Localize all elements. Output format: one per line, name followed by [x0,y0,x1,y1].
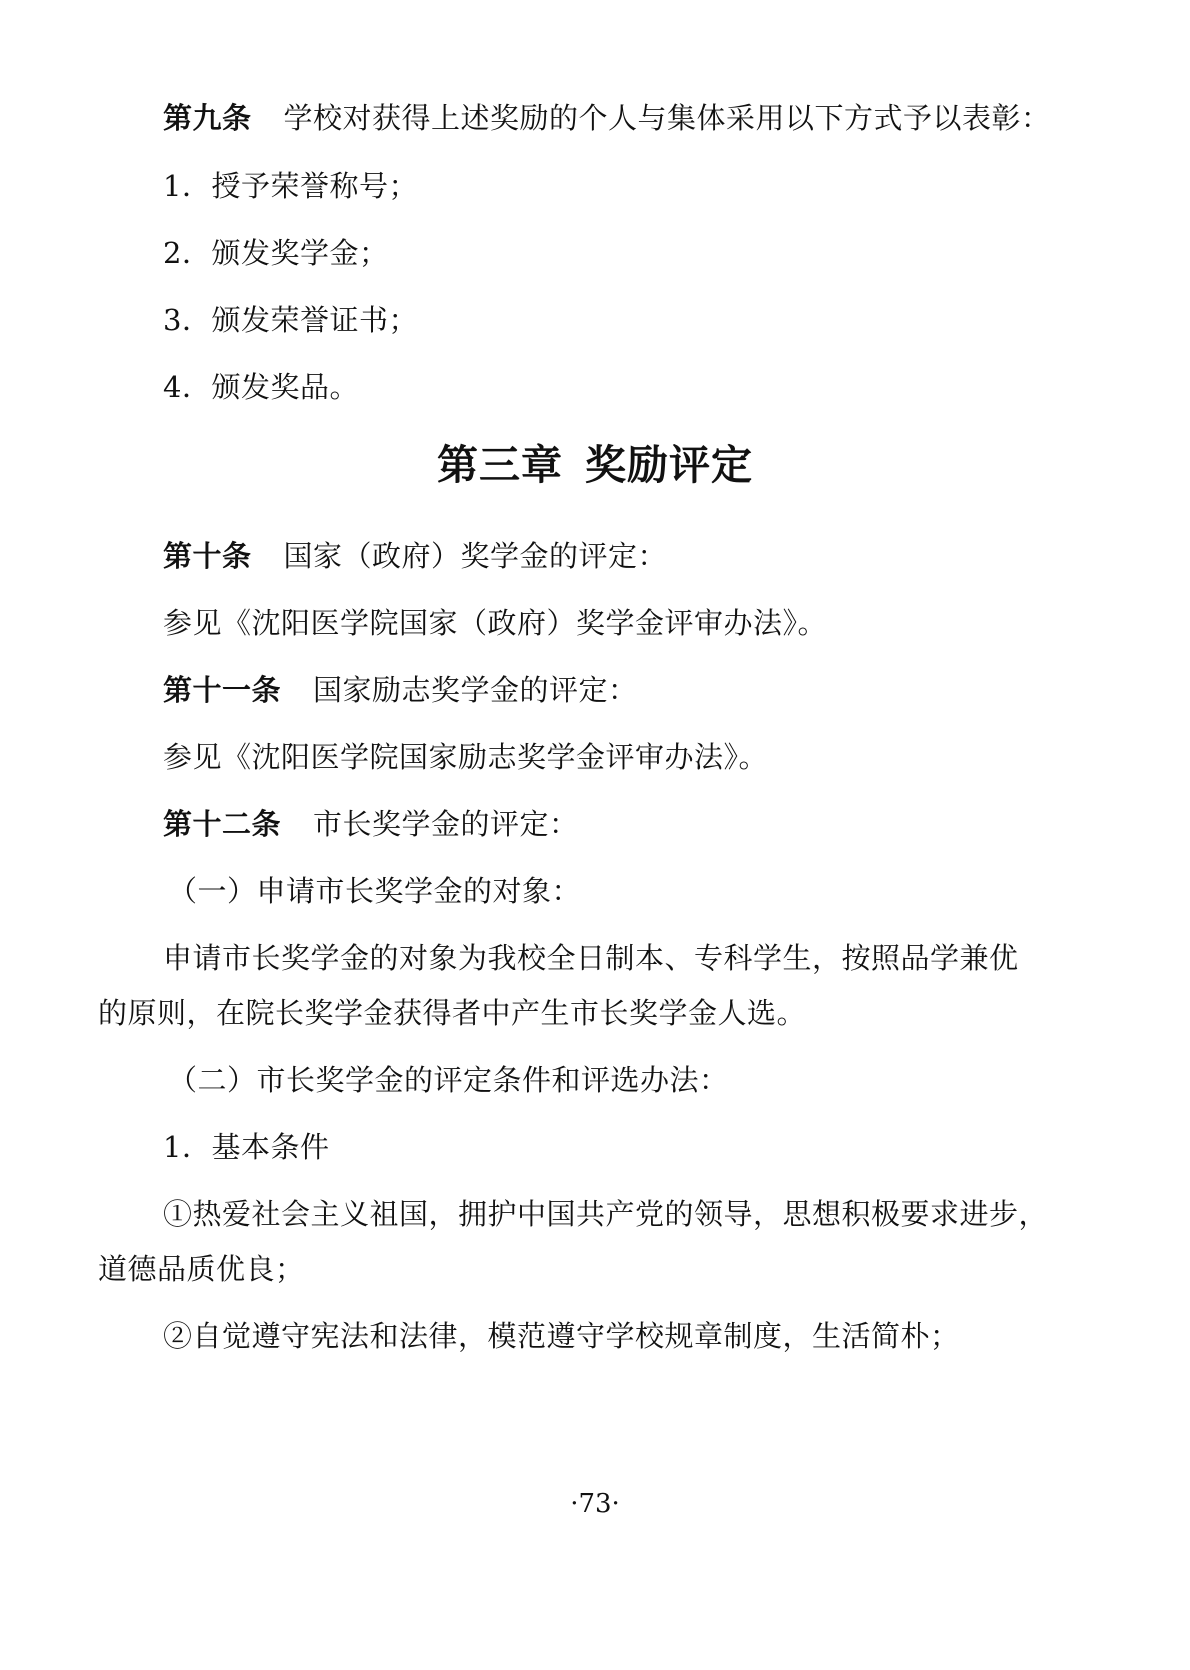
article12-heading: 第十二条 [163,807,282,841]
article9-item-1: 1．授予荣誉称号； [163,169,418,203]
article9-heading: 第九条 [163,101,252,135]
article12-sub2-title: （二）市长奖学金的评定条件和评选办法： [168,1063,729,1097]
article12-condition2: ②自觉遵守宪法和法律，模范遵守学校规章制度，生活简朴； [163,1319,960,1353]
article11-reference: 参见《沈阳医学院国家励志奖学金评审办法》。 [163,740,769,774]
chapter-heading [0,437,1190,493]
chapter-number: 第三章 [437,441,563,489]
article10-text: 国家（政府）奖学金的评定： [283,539,668,573]
article12-sub1-paragraph-line2: 的原则，在院长奖学金获得者中产生市长奖学金人选。 [98,996,807,1030]
article9-item-4: 4．颁发奖品。 [163,370,359,404]
article10-line [163,536,667,576]
article10-reference: 参见《沈阳医学院国家（政府）奖学金评审办法》。 [163,606,828,640]
article12-sub1-paragraph-line1: 申请市长奖学金的对象为我校全日制本、专科学生，按照品学兼优 [163,941,1019,975]
article12-condition1-line1: ①热爱社会主义祖国，拥护中国共产党的领导，思想积极要求进步， [163,1197,1049,1231]
article11-text: 国家励志奖学金的评定： [313,673,638,707]
article11-line [163,670,638,710]
article12-line [163,804,579,844]
chapter-title: 奖励评定 [585,441,753,489]
article12-text: 市长奖学金的评定： [313,807,579,841]
article9-item-2: 2．颁发奖学金； [163,236,389,270]
page-number: ·73· [570,1489,620,1519]
article11-heading: 第十一条 [163,673,282,707]
article12-sub1-title: （一）申请市长奖学金的对象： [168,874,582,908]
article12-condition1-line2: 道德品质优良； [98,1252,305,1286]
article10-heading: 第十条 [163,539,252,573]
article12-basic-conditions-title: 1．基本条件 [163,1130,330,1164]
article9-item-3: 3．颁发荣誉证书； [163,303,418,337]
article9-text: 学校对获得上述奖励的个人与集体采用以下方式予以表彰： [283,101,1051,135]
article9-line [163,98,1051,138]
